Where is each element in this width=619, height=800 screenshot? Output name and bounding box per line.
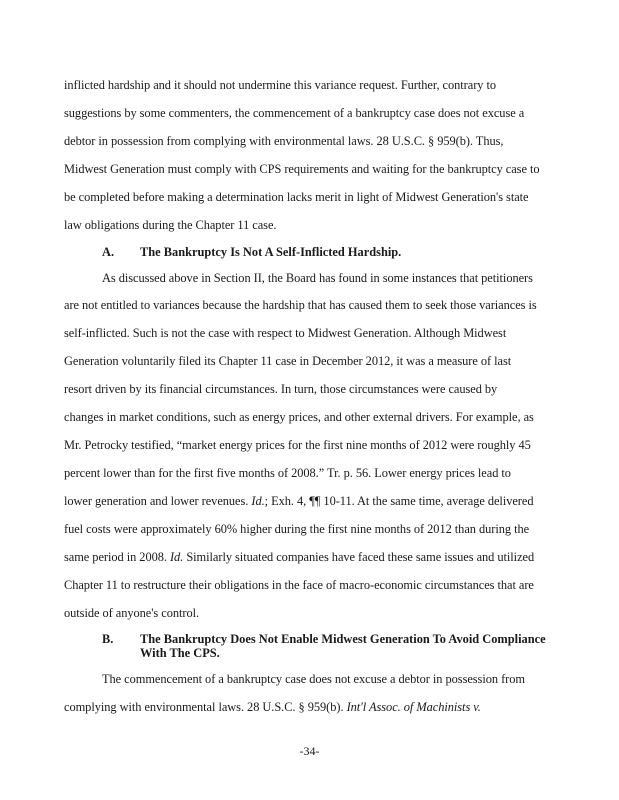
body-line xyxy=(64,494,533,508)
section-b-title-line2: With The CPS. xyxy=(140,646,220,660)
body-line: percent lower than for the first five months of 2008.” Tr. p. 56. Lower energy prices lead to xyxy=(64,466,511,480)
text-run: ; Exh. 4, ¶¶ 10-11. At the same time, average delivered xyxy=(264,494,534,508)
body-line: debtor in possession from complying with environmental laws. 28 U.S.C. § 959(b). Thus, xyxy=(64,134,504,148)
body-line: Midwest Generation must comply with CPS requirements and waiting for the bankruptcy case to xyxy=(64,162,540,176)
section-a-title: The Bankruptcy Is Not A Self-Inflicted Hardship. xyxy=(140,245,402,259)
text-run: same period in 2008. xyxy=(64,550,170,564)
body-line xyxy=(64,550,534,564)
body-line: be completed before making a determination lacks merit in light of Midwest Generation's state xyxy=(64,190,529,204)
body-line xyxy=(64,700,481,714)
body-line: law obligations during the Chapter 11 case. xyxy=(64,218,277,232)
text-run: Similarly situated companies have faced these same issues and utilized xyxy=(183,550,535,564)
section-a-letter: A. xyxy=(102,245,115,259)
page-number: -34- xyxy=(299,744,320,758)
citation-id: Id. xyxy=(169,550,184,564)
body-line: self-inflicted. Such is not the case with respect to Midwest Generation. Although Midwest xyxy=(64,326,507,340)
body-line: suggestions by some commenters, the commencement of a bankruptcy case does not excuse a xyxy=(64,106,525,120)
body-line: fuel costs were approximately 60% higher during the first nine months of 2012 than during the xyxy=(64,522,530,536)
body-line: outside of anyone's control. xyxy=(64,606,200,620)
body-line: resort driven by its financial circumstances. In turn, those circumstances were caused by xyxy=(64,382,498,396)
citation-id: Id. xyxy=(251,494,265,508)
section-b-letter: B. xyxy=(102,632,114,646)
case-citation: Int'l Assoc. of Machinists v. xyxy=(346,700,481,714)
body-line: As discussed above in Section II, the Board has found in some instances that petitioners xyxy=(102,271,533,285)
body-line: The commencement of a bankruptcy case does not excuse a debtor in possession from xyxy=(102,672,525,686)
body-line: inflicted hardship and it should not undermine this variance request. Further, contrary to xyxy=(64,78,497,92)
text-run: lower generation and lower revenues. xyxy=(64,494,252,508)
section-b-title-line1: The Bankruptcy Does Not Enable Midwest Generation To Avoid Compliance xyxy=(140,632,546,646)
text-run: complying with environmental laws. 28 U.S.C. § 959(b). xyxy=(64,700,347,714)
body-line: changes in market conditions, such as energy prices, and other external drivers. For example, as xyxy=(64,410,534,424)
body-line: Generation voluntarily filed its Chapter 11 case in December 2012, it was a measure of last xyxy=(64,354,512,368)
body-line: Mr. Petrocky testified, “market energy prices for the first nine months of 2012 were roughly 45 xyxy=(64,438,531,452)
body-line: Chapter 11 to restructure their obligations in the face of macro-economic circumstances that are xyxy=(64,578,534,592)
body-line: are not entitled to variances because the hardship that has caused them to seek those variances is xyxy=(64,298,537,312)
